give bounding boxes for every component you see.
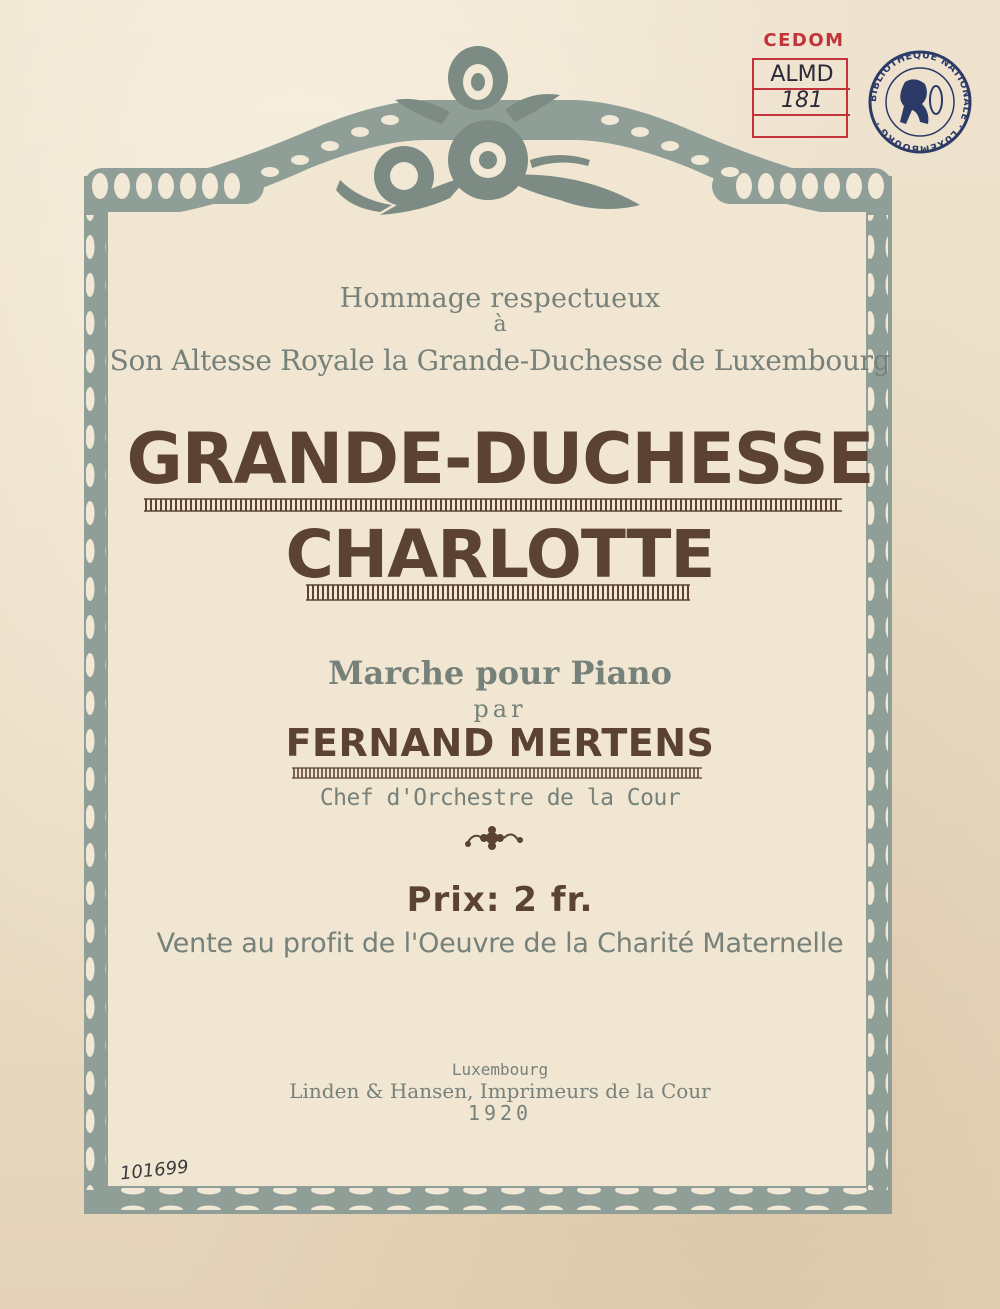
title-line-1: GRANDE-DUCHESSE xyxy=(126,418,874,500)
lion-emblem-icon xyxy=(900,79,942,124)
subtitle: Marche pour Piano xyxy=(328,654,672,692)
imprint-year: 1920 xyxy=(467,1101,533,1125)
charity-note: Vente au profit de l'Oeuvre de la Charité Maternelle xyxy=(156,928,844,959)
composer-role: Chef d'Orchestre de la Cour xyxy=(319,785,681,811)
title-line-2: CHARLOTTE xyxy=(285,516,715,593)
shelf-mark-stamp xyxy=(752,58,848,138)
composer-name: FERNAND MERTENS xyxy=(285,721,715,765)
library-seal-text: BIBLIOTHEQUE NATIONALE · LUXEMBOURG · xyxy=(867,49,973,155)
dedication-line-1: Hommage respectueux xyxy=(339,283,661,314)
imprint-printer: Linden & Hansen, Imprimeurs de la Cour xyxy=(289,1079,711,1103)
dedication-line-2: à xyxy=(493,312,507,337)
inventory-number: 101699 xyxy=(119,1156,190,1185)
library-seal-stamp xyxy=(868,50,972,154)
price: Prix: 2 fr. xyxy=(406,880,594,920)
shelf-divider xyxy=(754,114,850,116)
dedication-line-3: Son Altesse Royale la Grande-Duchesse de Luxembourg xyxy=(109,344,891,377)
shelf-code: ALMD xyxy=(770,62,834,87)
imprint-city: Luxembourg xyxy=(451,1060,549,1079)
cedom-stamp-label: CEDOM xyxy=(763,30,845,51)
shelf-number: 181 xyxy=(781,88,823,113)
by-word: par xyxy=(473,695,527,723)
